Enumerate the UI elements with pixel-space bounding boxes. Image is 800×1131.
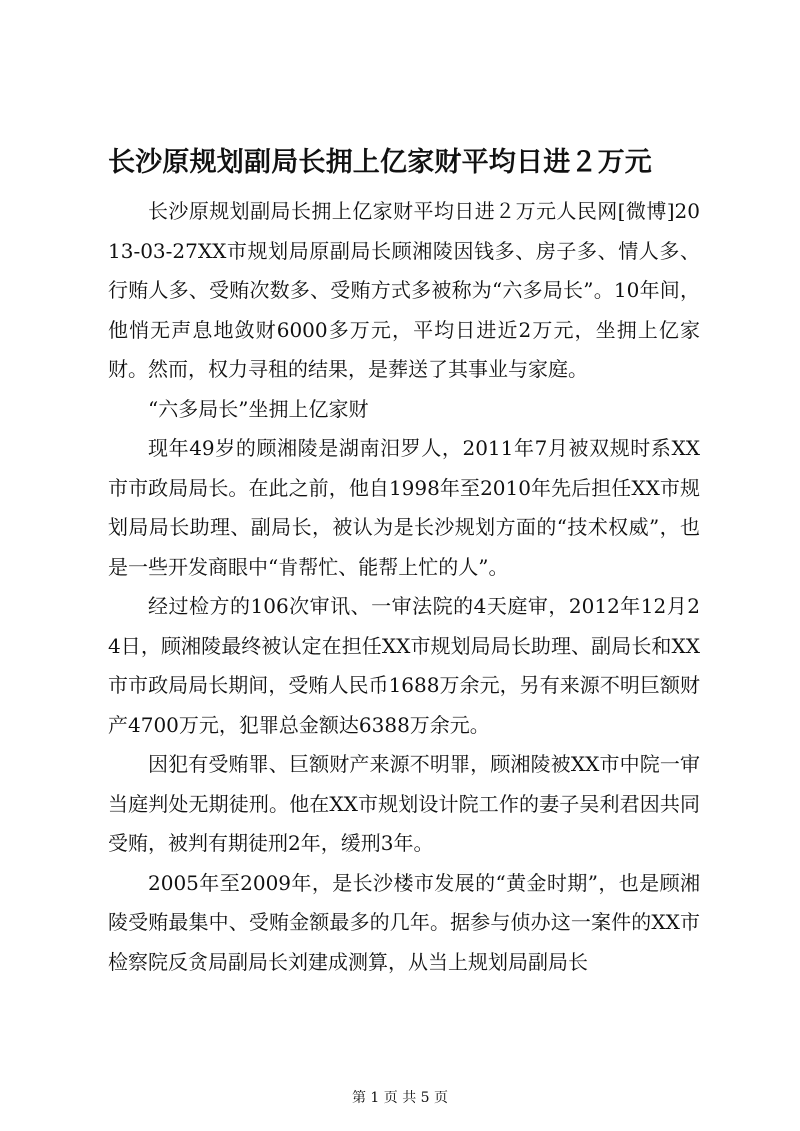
document-body [108, 140, 700, 982]
paragraph-verdict-findings: 经过检方的106次审讯、一审法院的4天庭审，2012年12月24日，顾湘陵最终被认定在担任XX市规划局局长助理、副局长和XX市市政局局长期间，受贿人民币1688万余元，另有来源不明巨额财产4700万元，犯罪总金额达6388万余元。 [108, 594, 700, 737]
page-number-footer: 第 1 页 共 5 页 [351, 1090, 449, 1106]
section-heading: “六多局长”坐拥上亿家财 [148, 396, 369, 421]
paragraph-background: 现年49岁的顾湘陵是湖南汨罗人，2011年7月被双规时系XX市市政局局长。在此之前，他自1998年至2010年先后担任XX市规划局局长助理、副局长，被认为是长沙规划方面的“技术权威”，也是一些开发商眼中“肯帮忙、能帮上忙的人”。 [108, 436, 700, 579]
paragraph-intro: 长沙原规划副局长拥上亿家财平均日进２万元人民网[微博]2013-03-27XX市规划局原副局长顾湘陵因钱多、房子多、情人多、行贿人多、受贿次数多、受贿方式多被称为“六多局长”。10年间，他悄无声息地敛财6000多万元，平均日进近2万元，坐拥上亿家财。然而，权力寻租的结果，是葬送了其事业与家庭。 [108, 199, 700, 381]
paragraph-sentence: 因犯有受贿罪、巨额财产来源不明罪，顾湘陵被XX市中院一审当庭判处无期徒刑。他在XX市规划设计院工作的妻子吴利君因共同受贿，被判有期徒刑2年，缓刑3年。 [108, 752, 700, 855]
paragraph-golden-period: 2005年至2009年，是长沙楼市发展的“黄金时期”，也是顾湘陵受贿最集中、受贿金额最多的几年。据参与侦办这一案件的XX市检察院反贪局副局长刘建成测算，从当上规划局副局长 [108, 870, 700, 974]
document-title: 长沙原规划副局长拥上亿家财平均日进２万元 [108, 147, 652, 178]
